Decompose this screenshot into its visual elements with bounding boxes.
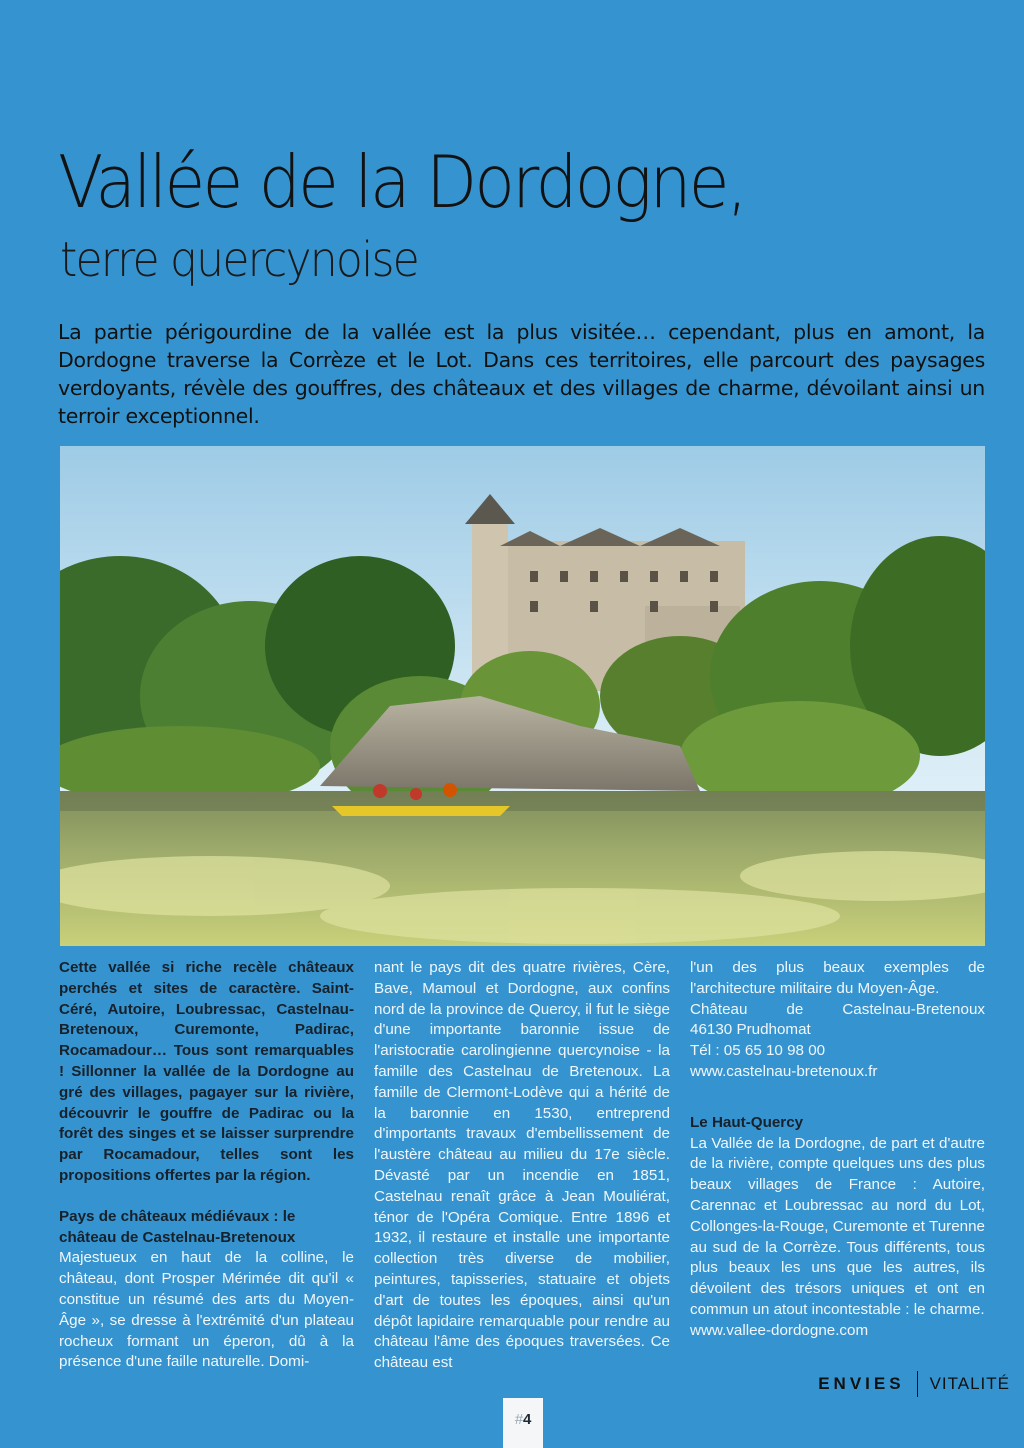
haut-quercy-web-link[interactable]: www.vallee-dordogne.com [690, 1321, 869, 1339]
castle-paragraph-end: l'un des plus beaux exemples de l'architecture militaire du Moyen-Âge. [690, 959, 985, 997]
column-1 [59, 958, 354, 1373]
contact-phone: Tél : 05 65 10 98 00 [690, 1042, 826, 1060]
section-heading-castle: Pays de châteaux médiévaux : le château de Castelnau-Bretenoux [59, 1207, 296, 1246]
column-2 [374, 958, 670, 1374]
lead-paragraph: Cette vallée si riche recèle châteaux perchés et sites de caractère. Saint-Céré, Autoire, Loubressac, Castelnau-Bretenoux, Curemonte, Padirac, Rocamadour… Tous sont remarquables ! Sillonner la vallée de la Dordogne au gré des villages, pagayer sur la rivière, découvrir le gouffre de Padirac ou la forêt des singes et se laisser surprendre par Rocamadour, telles sont les propositions offertes par la région. [59, 959, 354, 1184]
article-title: Vallée de la Dordogne, [58, 140, 746, 224]
contact-address: 46130 Prudhomat [690, 1021, 811, 1039]
contact-web-link[interactable]: www.castelnau-bretenoux.fr [690, 1062, 878, 1080]
column-3 [690, 958, 985, 1342]
castle-paragraph-start: Majestueux en haut de la colline, le château, dont Prosper Mérimée dit qu'il « constitue un résumé des arts du Moyen-Âge », se dresse à l'extrémité d'un plateau rocheux formant un éperon, dû à la présence d'une faille naturelle. Domi- [59, 1249, 354, 1371]
section-name: VITALITÉ [929, 1374, 1010, 1393]
article-subtitle: terre quercynoise [60, 232, 418, 288]
section-heading-haut-quercy: Le Haut-Quercy [690, 1113, 804, 1131]
footer-branding [818, 1370, 1010, 1398]
contact-name: Château de Castelnau-Bretenoux [690, 1000, 985, 1018]
page-number-badge [503, 1398, 543, 1448]
page-number: 4 [523, 1411, 532, 1428]
page-hash: # [514, 1411, 523, 1428]
castle-paragraph-continued: nant le pays dit des quatre rivières, Cère, Bave, Mamoul et Dordogne, aux confins nord de la province de Quercy, il fut le siège d'une importante baronnie issue de l'aristocratie carolingienne quercynoise - la famille des Castelnau de Bretenoux. La famille de Clermont-Lodève qui a hérité de la baronnie en 1530, entreprend d'importants travaux d'embellissement de l'austère château au milieu du 17e siècle. Dévasté par un incendie en 1851, Castelnau renaît grâce à Jean Mouliérat, ténor de l'Opéra Comique. Entre 1896 et 1932, il restaure et installe une importante collection très diverse de mobilier, peintures, tapisseries, statuaire et objets d'art de toutes les époques, ainsi qu'un dépôt lapidaire remarquable pour rendre au château l'âme des époques traversées. Ce château est [374, 959, 670, 1372]
chateau-river-photo [60, 446, 985, 946]
article-intro: La partie périgourdine de la vallée est la plus visitée… cependant, plus en amont, la Dordogne traverse la Corrèze et le Lot. Dans ces territoires, elle parcourt des paysages verdoyants, révèle des gouffres, des châteaux et des villages de charme, dévoilant ainsi un terroir exceptionnel. [58, 320, 985, 428]
haut-quercy-paragraph: La Vallée de la Dordogne, de part et d'autre de la rivière, compte quelques uns des plus beaux villages de France : Autoire, Carennac et Loubressac au nord du Lot, Collonges-la-Rouge, Curemonte et Turenne au sud de la Corrèze. Tous différents, tous plus beaux les uns que les autres, ils dévoilent des trésors uniques et ont en commun un atout incontestable : le charme. [690, 1134, 985, 1318]
footer-divider [917, 1371, 918, 1397]
magazine-name: ENVIES [818, 1374, 905, 1393]
